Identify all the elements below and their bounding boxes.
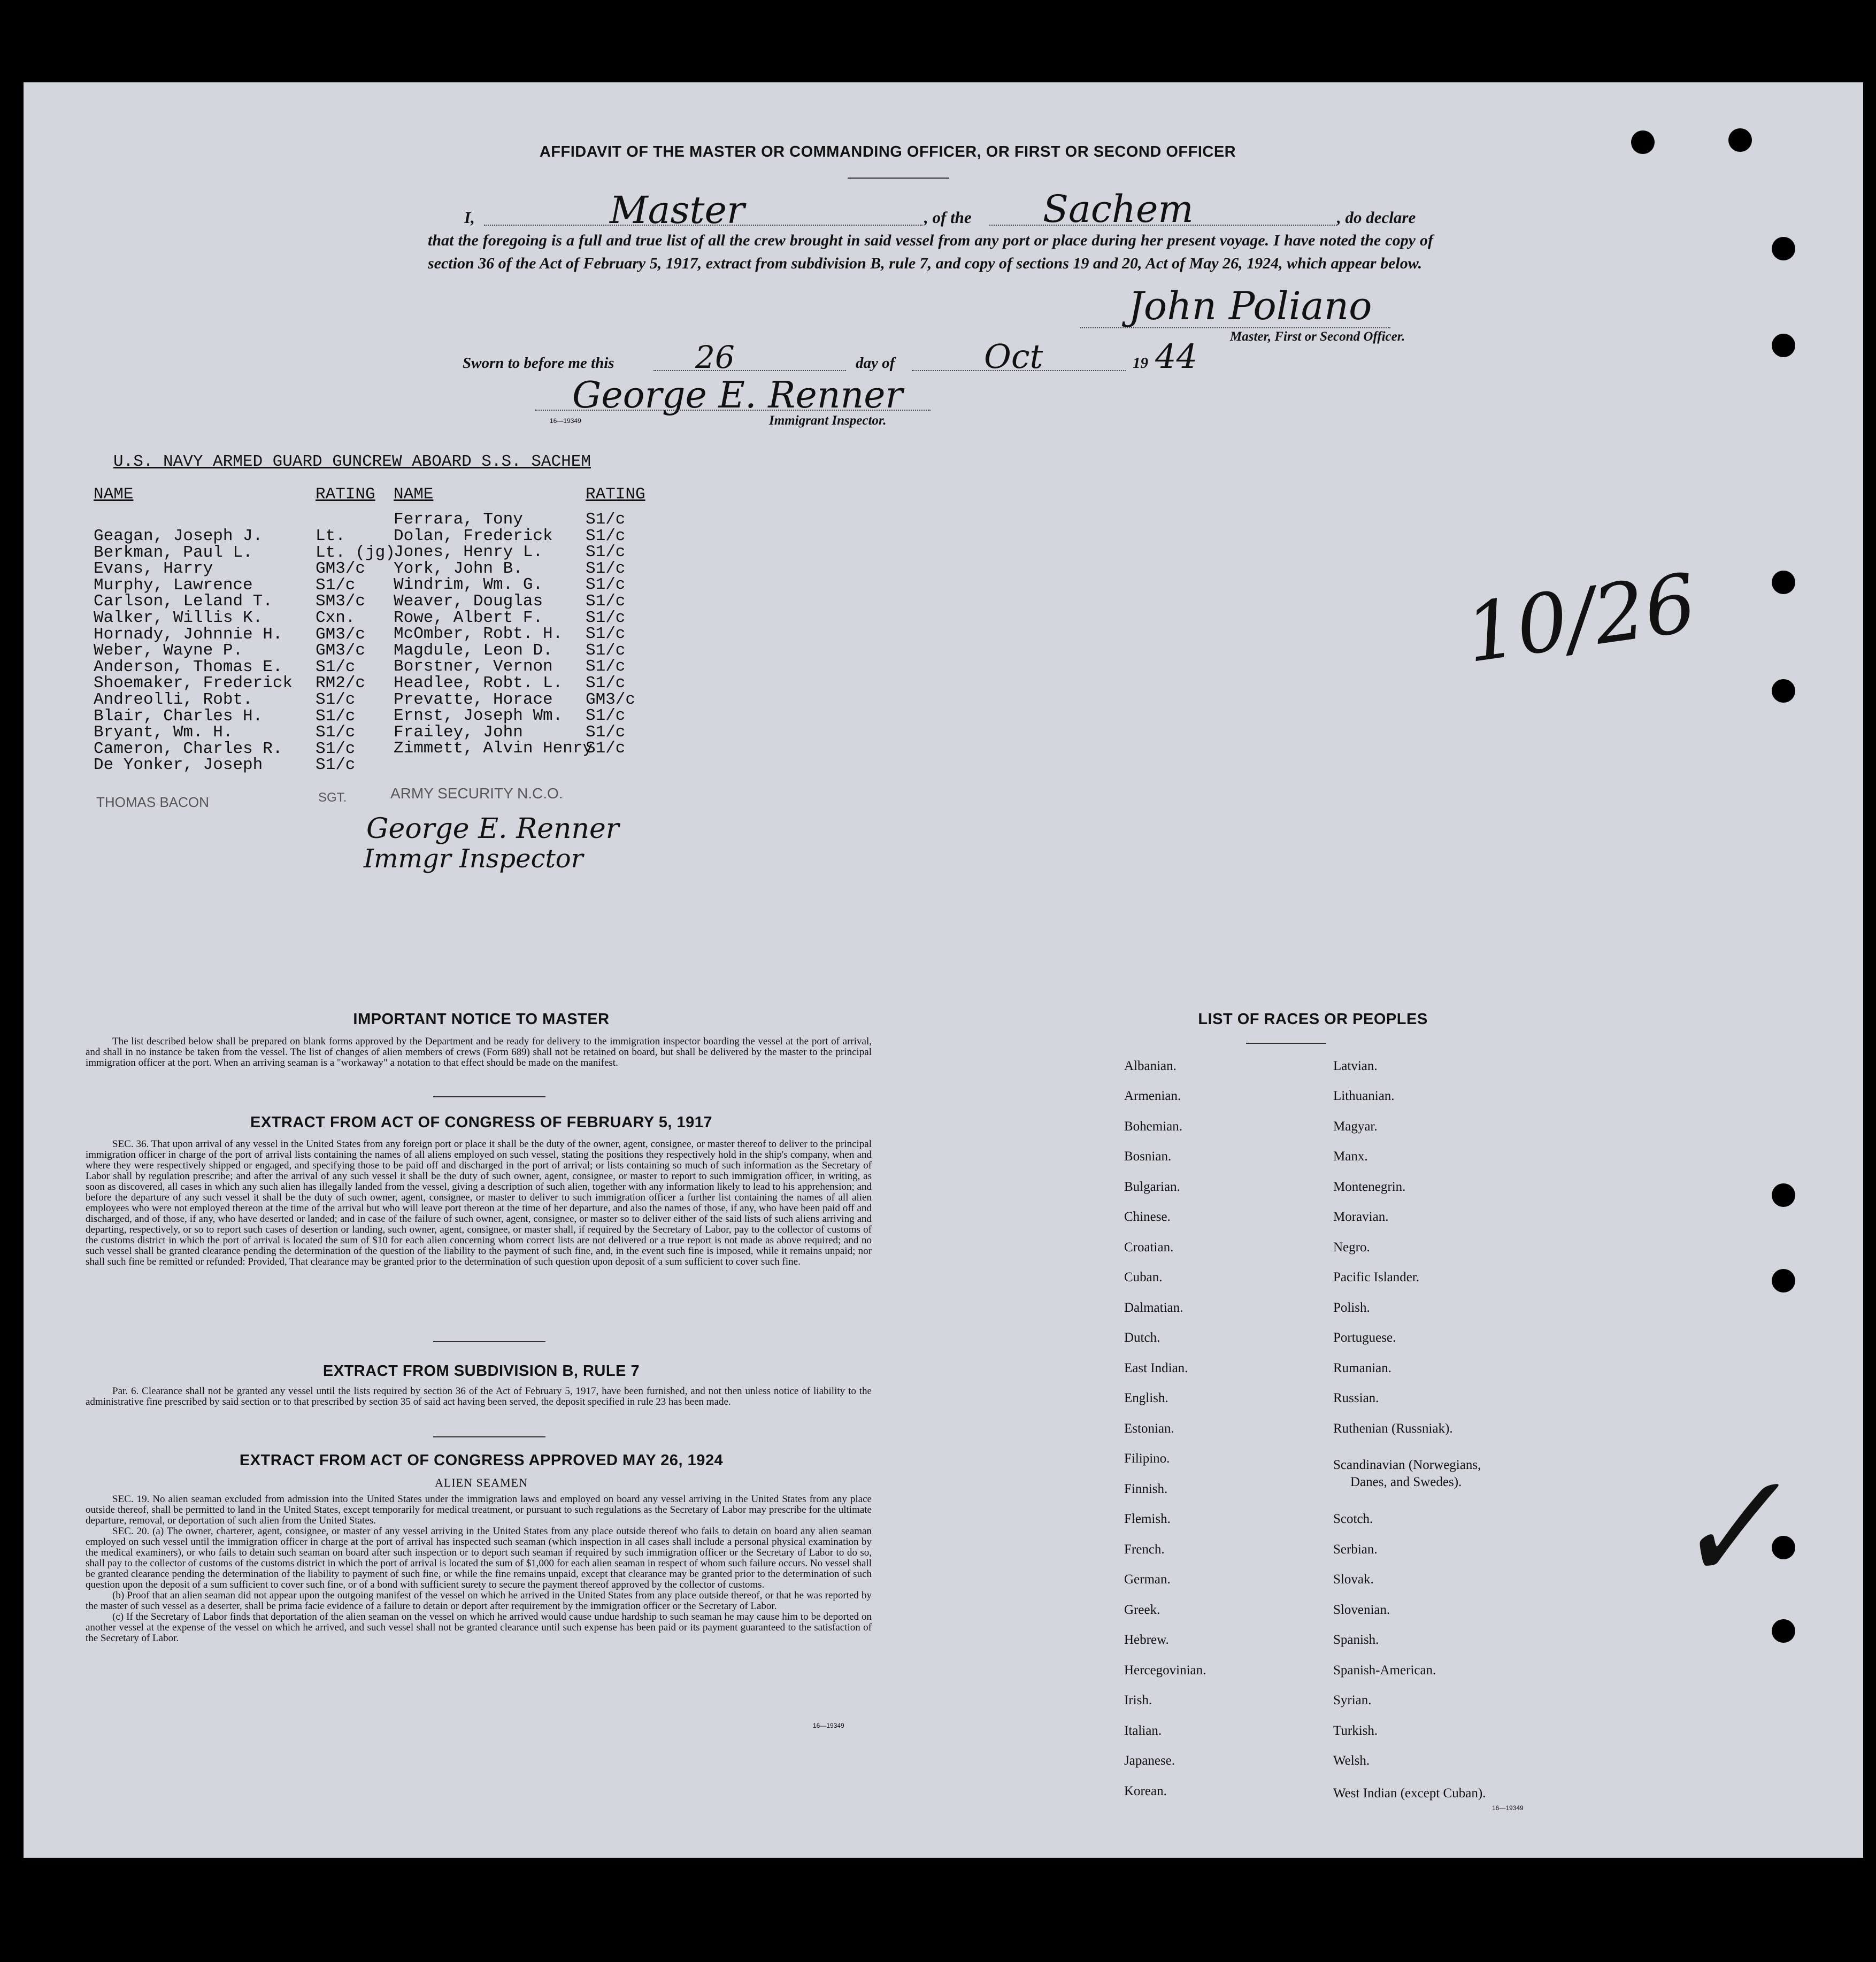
crew-rating: S1/c (316, 739, 356, 758)
race-item: Polish. (1333, 1301, 1370, 1315)
crew-row (394, 708, 714, 725)
crew-rating: S1/c (316, 690, 356, 709)
day-line (653, 370, 846, 371)
punch-hole (1772, 334, 1795, 357)
extract1-title: EXTRACT FROM ACT OF CONGRESS OF FEBRUARY 5, 1917 (250, 1114, 713, 1131)
race-item: Welsh. (1333, 1753, 1370, 1768)
race-item: Pacific Islander. (1333, 1270, 1420, 1284)
race-item: Korean. (1124, 1784, 1167, 1798)
extra-crew-role: ARMY SECURITY N.C.O. (390, 785, 563, 802)
crew-name: Carlson, Leland T. (94, 592, 273, 611)
race-item: Estonian. (1124, 1421, 1174, 1436)
extract1-text: SEC. 36. That upon arrival of any vessel in the United States from any foreign port or place it shall be the duty of the owner, agent, consignee, or master thereof to deliver to the principal immigration officer in charge of the port of arrival lists containing the names of all aliens employed on such vessel, stating the positions they respectively hold in the ship's company, when and where they were respectively shipped or engaged, and specifying those to be paid off and discharged in the port of arrival; or lists containing so much of such information as the Secretary of Labor shall by regulation prescribe; and after the arrival of any such vessel it shall be the duty of such owner, agent, consignee, or master to report to such immigration officer, in writing, as soon as discovered, all cases in which any such alien has illegally landed from the vessel, giving a description of such alien, together with any information likely to lead to his apprehension; and before the departure of any such vessel it shall be the duty of such owner, agent, consignee, or master to deliver to such immigration officer a further list containing the names of all alien employees who were not employed thereon at the time of the arrival but who will leave port thereon at the time of her departure, and also the names of those, if any, who have been paid off and discharged, and of those, if any, who have deserted or landed; and in case of the failure of such owner, agent, consignee, or master so to deliver either of the said lists of such aliens arriving and departing, respectively, or so to report such cases of desertion or landing, such owner, agent, consignee, or master shall, if required by the Secretary of Labor, pay to the collector of customs of the customs district in which the port of arrival is located the sum of $10 for each alien concerning whom correct lists are not delivered or a true report is not made as above required; and no such vessel shall be granted clearance pending the determination of the question of the liability to the payment of such fine, and, in the event such fine is imposed, while it remains unpaid; nor shall such fine be remitted or refunded: Provided, That clearance may be granted prior to the determination of such question upon deposit of a sum sufficient to cover such fine. (86, 1138, 872, 1267)
race-item: English. (1124, 1391, 1168, 1405)
divider (1246, 1043, 1326, 1044)
crew-name: Cameron, Charles R. (94, 739, 283, 758)
crew-rating: RM2/c (316, 674, 366, 693)
col-rating-header: RATING (586, 485, 645, 504)
race-item: Greek. (1124, 1603, 1160, 1617)
vessel-handwritten: Sachem (1043, 187, 1194, 231)
race-item: Hebrew. (1124, 1633, 1169, 1647)
race-item: Scandinavian (Norwegians, (1333, 1458, 1481, 1472)
crew-rating: S1/c (586, 608, 626, 627)
crew-name: Prevatte, Horace (394, 690, 553, 709)
extract2-text: Par. 6. Clearance shall not be granted any vessel until the lists required by section 36 of the Act of February 5, 1917, have been furnished, and not then unless notice of liability to the administrative fine prescribed by said section or to that prescribed by section 35 of said act having been served, the deposit specified in rule 23 has been made. (86, 1386, 872, 1407)
crew-name: Bryant, Wm. H. (94, 723, 233, 742)
race-item: Filipino. (1124, 1451, 1170, 1466)
divider (433, 1436, 545, 1437)
race-item: Serbian. (1333, 1542, 1378, 1557)
crew-name: Walker, Willis K. (94, 608, 263, 627)
crew-name: Borstner, Vernon (394, 657, 553, 676)
extract3-body (86, 1494, 872, 1644)
race-item: Lithuanian. (1333, 1089, 1395, 1103)
crew-rating: S1/c (586, 739, 626, 758)
date-annotation: 10/26 (1459, 556, 1702, 681)
race-item: Manx. (1333, 1149, 1368, 1164)
race-item: Spanish. (1333, 1633, 1379, 1647)
divider (848, 178, 949, 179)
crew-name: Magdule, Leon D. (394, 641, 553, 660)
inspector-caption: Immigrant Inspector. (769, 413, 887, 428)
affidavit-prefix: I, (464, 208, 475, 227)
race-item: Finnish. (1124, 1482, 1168, 1496)
crew-heading: U.S. NAVY ARMED GUARD GUNCREW ABOARD S.S. SACHEM (113, 452, 591, 471)
crew-name: Anderson, Thomas E. (94, 657, 283, 676)
crew-name: Weaver, Douglas (394, 591, 543, 611)
race-item: Japanese. (1124, 1753, 1175, 1768)
extra-crew-rating: SGT. (318, 790, 347, 805)
crew-rating: S1/c (586, 641, 626, 660)
crew-row (394, 561, 714, 578)
race-item: Italian. (1124, 1724, 1162, 1738)
sworn-prefix: Sworn to before me this (463, 355, 614, 372)
race-item: Negro. (1333, 1240, 1370, 1255)
crew-rating: S1/c (586, 673, 626, 693)
extract3-subtitle: ALIEN SEAMEN (435, 1476, 528, 1489)
inspector-line (535, 410, 931, 411)
crew-rating: Lt. (316, 527, 345, 545)
crew-row (394, 577, 714, 594)
race-item: Dalmatian. (1124, 1301, 1183, 1315)
race-item: German. (1124, 1572, 1171, 1587)
crew-name: Shoemaker, Frederick (94, 674, 293, 693)
race-item: Armenian. (1124, 1089, 1181, 1103)
affidavit-title: AFFIDAVIT OF THE MASTER OR COMMANDING OFFICER, OR FIRST OR SECOND OFFICER (539, 143, 1236, 160)
crew-rating: S1/c (316, 706, 356, 726)
crew-name: McOmber, Robt. H. (394, 625, 563, 644)
of-the-label: , of the (924, 208, 972, 227)
crew-rating: SM3/c (316, 592, 366, 611)
master-caption: Master, First or Second Officer. (1230, 329, 1405, 344)
crew-name: Andreolli, Robt. (94, 690, 253, 709)
crew-name: Geagan, Joseph J. (94, 527, 263, 545)
crew-row (394, 675, 714, 692)
crew-name: Dolan, Frederick (394, 526, 553, 545)
crew-rating: S1/c (586, 706, 626, 726)
crew-rating: S1/c (586, 526, 626, 545)
race-item: Cuban. (1124, 1270, 1163, 1284)
punch-hole (1631, 130, 1655, 154)
crew-name: Windrim, Wm. G. (394, 575, 543, 595)
races-title: LIST OF RACES OR PEOPLES (1198, 1011, 1428, 1028)
crew-name: Rowe, Albert F. (394, 608, 543, 627)
race-item: Ruthenian (Russniak). (1333, 1421, 1453, 1436)
crew-rating: S1/c (316, 756, 356, 775)
race-item: Slovenian. (1333, 1603, 1390, 1617)
race-item: Spanish-American. (1333, 1663, 1436, 1678)
extract3-paragraph: SEC. 19. No alien seaman excluded from admission into the United States under the immigration laws and employed on board any vessel arriving in the United States from any place outside thereof, shall be permitted to land in the United States, except temporarily for medical treatment, or pursuant to such regulations as the Secretary of Labor may prescribe for the ultimate departure, removal, or deportation of such alien from the United States. (86, 1494, 872, 1526)
race-item: Moravian. (1333, 1210, 1389, 1224)
crew-rating: GM3/c (316, 559, 366, 579)
race-item: Hercegovinian. (1124, 1663, 1206, 1678)
crew-row (394, 659, 714, 675)
race-item: Scotch. (1333, 1512, 1373, 1526)
race-item: Bulgarian. (1124, 1180, 1180, 1194)
extra-crew-name: THOMAS BACON (96, 794, 209, 810)
race-item: East Indian. (1124, 1361, 1188, 1375)
race-item: Flemish. (1124, 1512, 1171, 1526)
crew-rating: S1/c (586, 543, 626, 562)
race-item: Latvian. (1333, 1059, 1378, 1073)
race-item: Magyar. (1333, 1119, 1378, 1134)
notice-text: The list described below shall be prepared on blank forms approved by the Department and be ready for delivery to the immigration inspector boarding the vessel at the port of arrival, and shall in no instance be taken from the vessel. The list of changes of alien members of crews (Form 689) shall not be retained on board, but shall be delivered by the master to the principal immigration officer at the port. When an arriving seaman is a "workaway" a notation to that effect should be made on the manifest. (86, 1036, 872, 1068)
punch-hole (1772, 1619, 1795, 1643)
crew-name: De Yonker, Joseph (94, 756, 263, 775)
do-declare-label: , do declare (1337, 208, 1416, 227)
punch-hole (1772, 1183, 1795, 1207)
crew-name: York, John B. (394, 559, 523, 578)
col-name-header: NAME (394, 485, 434, 504)
crew-row (394, 591, 714, 611)
race-item: Bosnian. (1124, 1149, 1172, 1164)
crew-row (394, 692, 714, 709)
year-prefix: 19 (1133, 355, 1148, 372)
crew-right-list (394, 512, 714, 757)
race-item: Slovak. (1333, 1572, 1374, 1587)
crew-rating: GM3/c (316, 625, 366, 644)
crew-name: Ernst, Joseph Wm. (394, 706, 563, 726)
extract3-paragraph: (c) If the Secretary of Labor finds that deportation of the alien seaman on the vessel on which he arrived would cause undue hardship to such seaman he may cause him to be deported on another vessel at the expense of the vessel on which he arrived, and such vessel shall not be granted clearance until such expense has been paid or its payment guaranteed to the satisfaction of the Secretary of Labor. (86, 1611, 872, 1644)
race-item: West Indian (except Cuban). (1333, 1786, 1486, 1801)
race-item: Bohemian. (1124, 1119, 1183, 1134)
divider (433, 1341, 545, 1342)
extract2-title: EXTRACT FROM SUBDIVISION B, RULE 7 (322, 1363, 640, 1380)
crew-name: Berkman, Paul L. (94, 543, 253, 562)
crew-row (394, 722, 714, 742)
punch-hole (1772, 571, 1795, 594)
crew-rating: S1/c (586, 591, 626, 611)
sworn-year: 44 (1155, 337, 1197, 376)
form-number: 16—19349 (1492, 1804, 1524, 1812)
crew-rating: Cxn. (316, 608, 356, 627)
race-item: French. (1124, 1542, 1165, 1557)
form-number: 16—19349 (550, 417, 581, 425)
crew-name: Weber, Wayne P. (94, 641, 243, 660)
crew-rating: S1/c (586, 722, 626, 742)
crew-rating: GM3/c (316, 641, 366, 660)
crew-rating: Lt. (jg) (316, 543, 395, 562)
day-of-label: day of (856, 355, 895, 372)
col-rating-header: RATING (316, 485, 375, 504)
race-item: Danes, and Swedes). (1350, 1475, 1462, 1489)
crew-rating: S1/c (586, 510, 626, 529)
crew-name: Headlee, Robt. L. (394, 673, 563, 693)
crew-rating: S1/c (316, 575, 356, 595)
master-handwritten: Master (610, 188, 745, 232)
race-item: Dutch. (1124, 1330, 1160, 1345)
crew-rating: S1/c (586, 559, 626, 578)
form-number: 16—19349 (813, 1722, 844, 1729)
crew-row (394, 626, 714, 643)
crew-row (394, 512, 714, 528)
crew-row (94, 757, 682, 774)
affidavit-body: that the foregoing is a full and true list of all the crew brought in said vessel from any port or place during her present voyage. I have noted the copy of section 36 of the Act of February 5, 1917, extract from subdivision B, rule 7, and copy of sections 19 and 20, Act of May 26, 1924, which appear below. (428, 232, 1433, 272)
crew-name: Murphy, Lawrence (94, 575, 253, 595)
crew-rating: S1/c (586, 625, 626, 644)
crew-name: Jones, Henry L. (394, 543, 543, 562)
sworn-month: Oct (984, 337, 1043, 376)
crew-rating: S1/c (586, 657, 626, 676)
inspector-signature: George E. Renner (572, 374, 903, 417)
extract3-paragraph: (b) Proof that an alien seaman did not appear upon the outgoing manifest of the vessel on which he arrived in the United States from any place outside thereof, or that he was reported by the master of such vessel as a deserter, shall be prima facie evidence of a failure to detain or deport after requirement by the immigration officer or the Secretary of Labor. (86, 1590, 872, 1612)
race-item: Albanian. (1124, 1059, 1177, 1073)
col-name-header: NAME (94, 485, 134, 504)
race-item: Chinese. (1124, 1210, 1171, 1224)
race-item: Rumanian. (1333, 1361, 1392, 1375)
crew-rating: S1/c (316, 723, 356, 742)
crew-row (394, 741, 714, 757)
crew-name: Frailey, John (394, 722, 523, 742)
notice-title: IMPORTANT NOTICE TO MASTER (353, 1011, 610, 1028)
crew-rating: S1/c (586, 575, 626, 595)
punch-hole (1772, 1269, 1795, 1292)
crew-row (394, 610, 714, 627)
divider (433, 1096, 545, 1097)
race-item: Syrian. (1333, 1693, 1372, 1707)
race-item: Portuguese. (1333, 1330, 1396, 1345)
crew-rating: GM3/c (586, 690, 636, 709)
punch-hole (1772, 237, 1795, 260)
crew-rating: S1/c (316, 657, 356, 676)
inspector-signature-2: George E. Renner (366, 813, 619, 845)
crew-row (394, 528, 714, 545)
sworn-day: 26 (695, 339, 735, 375)
extract3-title: EXTRACT FROM ACT OF CONGRESS APPROVED MAY 26, 1924 (239, 1452, 724, 1469)
race-item: Montenegrin. (1333, 1180, 1406, 1194)
race-item: Irish. (1124, 1693, 1152, 1707)
race-item: Russian. (1333, 1391, 1379, 1405)
inspector-title-handwritten: Immgr Inspector (364, 844, 583, 874)
master-signature: John Poliano (1128, 283, 1372, 328)
crew-name: Hornady, Johnnie H. (94, 625, 283, 644)
race-item: Turkish. (1333, 1724, 1378, 1738)
crew-name: Blair, Charles H. (94, 706, 263, 726)
crew-row (394, 643, 714, 659)
crew-name: Ferrara, Tony (394, 510, 523, 529)
punch-hole (1728, 128, 1752, 152)
punch-hole (1772, 679, 1795, 703)
crew-name: Zimmett, Alvin Henry (394, 739, 593, 758)
crew-row (394, 544, 714, 561)
race-item: Croatian. (1124, 1240, 1174, 1255)
extract3-paragraph: SEC. 20. (a) The owner, charterer, agent, consignee, or master of any vessel arriving in the United States from any place outside thereof who fails to detain on board any alien seaman employed on such vessel until the immigration officer in charge at the port of arrival has inspected such seaman (which inspection in all cases shall include a personal physical examination by the medical examiners), or who fails to detain such seaman on board after such inspection or to deport such seaman if required by such immigration officer or the Secretary of Labor to do so, shall pay to the collector of customs of the customs district in which the port of arrival is located the sum of $1,000 for each alien seaman in respect of whom such failure occurs. No vessel shall be granted clearance pending the determination of the liability to payment of such fine, or while the fine remains unpaid, except that clearance may be granted prior to the determination of such question upon the deposit of a sum sufficient to cover such fine, or of a bond with sufficient surety to secure the payment thereof approved by the collector of customs. (86, 1526, 872, 1590)
crew-name: Evans, Harry (94, 559, 213, 579)
check-mark-icon: ✓ (1660, 1443, 1794, 1616)
